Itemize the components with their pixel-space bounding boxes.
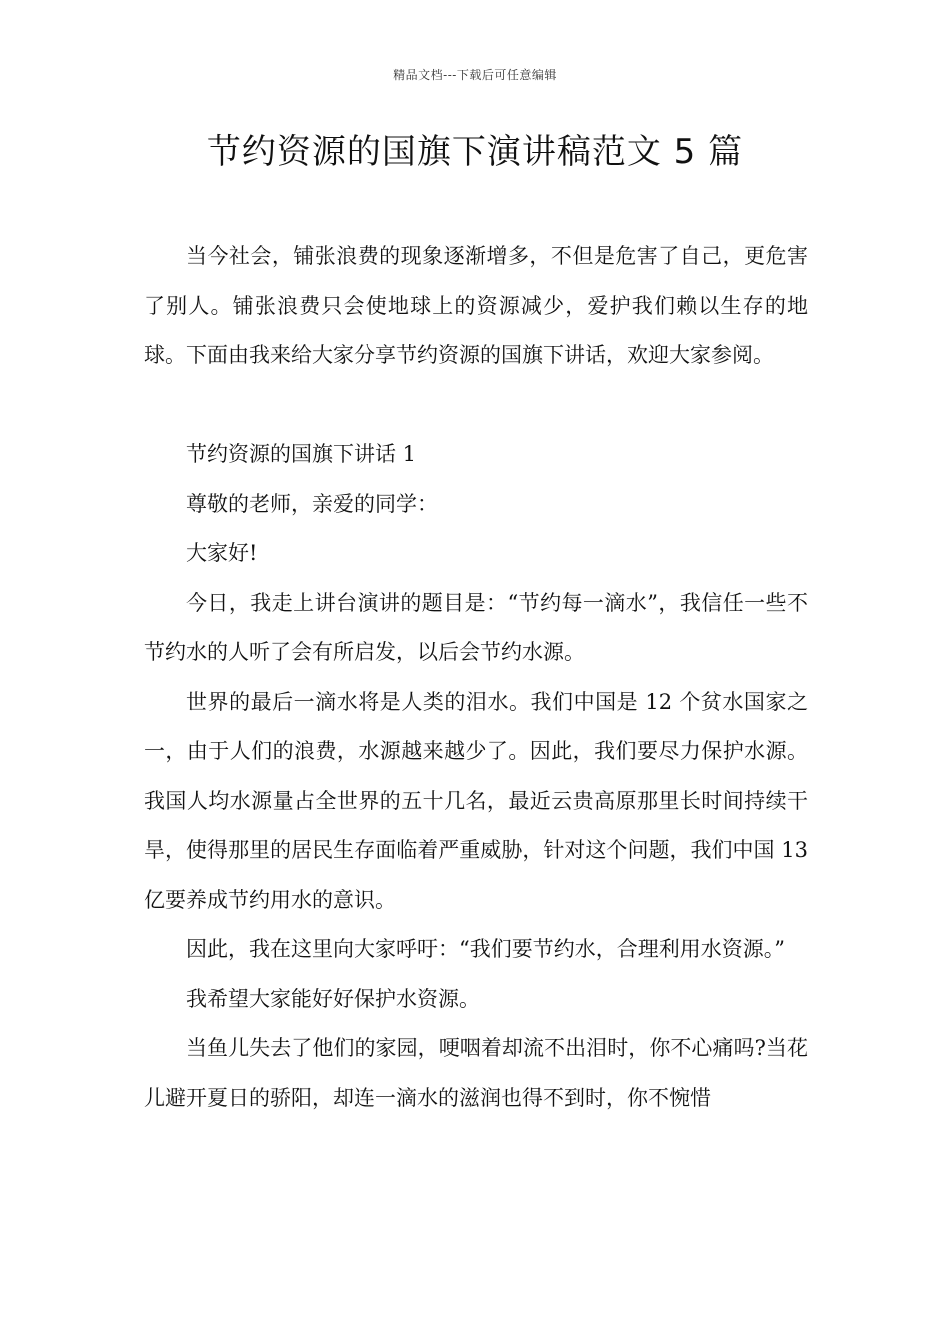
document-body: [144, 232, 808, 1123]
body-paragraph: 尊敬的老师，亲爱的同学：: [186, 491, 438, 516]
body-paragraph: 我希望大家能好好保护水资源。: [186, 986, 480, 1011]
body-paragraph: 世界的最后一滴水将是人类的泪水。我们中国是 12 个贫水国家之一，由于人们的浪费，水源越来越少了。因此，我们要尽力保护水源。我国人均水源量占全世界的五十几名，最近云贵高原那里长时间持续干旱，使得那里的居民生存面临着严重威胁，针对这个问题，我们中国 13 亿要养成节约用水的意识。: [144, 689, 808, 912]
header-note: 精品文档---下载后可任意编辑: [393, 68, 557, 82]
body-paragraph: 大家好!: [186, 541, 258, 565]
section-heading: 节约资源的国旗下讲话 1: [186, 442, 417, 466]
body-paragraph: 因此，我在这里向大家呼吁：“我们要节约水，合理利用水资源。”: [186, 937, 785, 961]
section-gap: [144, 381, 808, 431]
document-title: 节约资源的国旗下演讲稿范文 5 篇: [206, 132, 744, 172]
body-paragraph: 当鱼儿失去了他们的家园，哽咽着却流不出泪时，你不心痛吗?当花儿避开夏日的骄阳，却连一滴水的滋润也得不到时，你不惋惜: [144, 1036, 808, 1110]
body-paragraph: 今日，我走上讲台演讲的题目是：“节约每一滴水”，我信任一些不节约水的人听了会有所启发，以后会节约水源。: [144, 590, 808, 664]
intro-paragraph: 当今社会，铺张浪费的现象逐渐增多，不但是危害了自己，更危害了别人。铺张浪费只会使地球上的资源减少，爱护我们赖以生存的地球。下面由我来给大家分享节约资源的国旗下讲话，欢迎大家参阅。: [144, 244, 808, 367]
